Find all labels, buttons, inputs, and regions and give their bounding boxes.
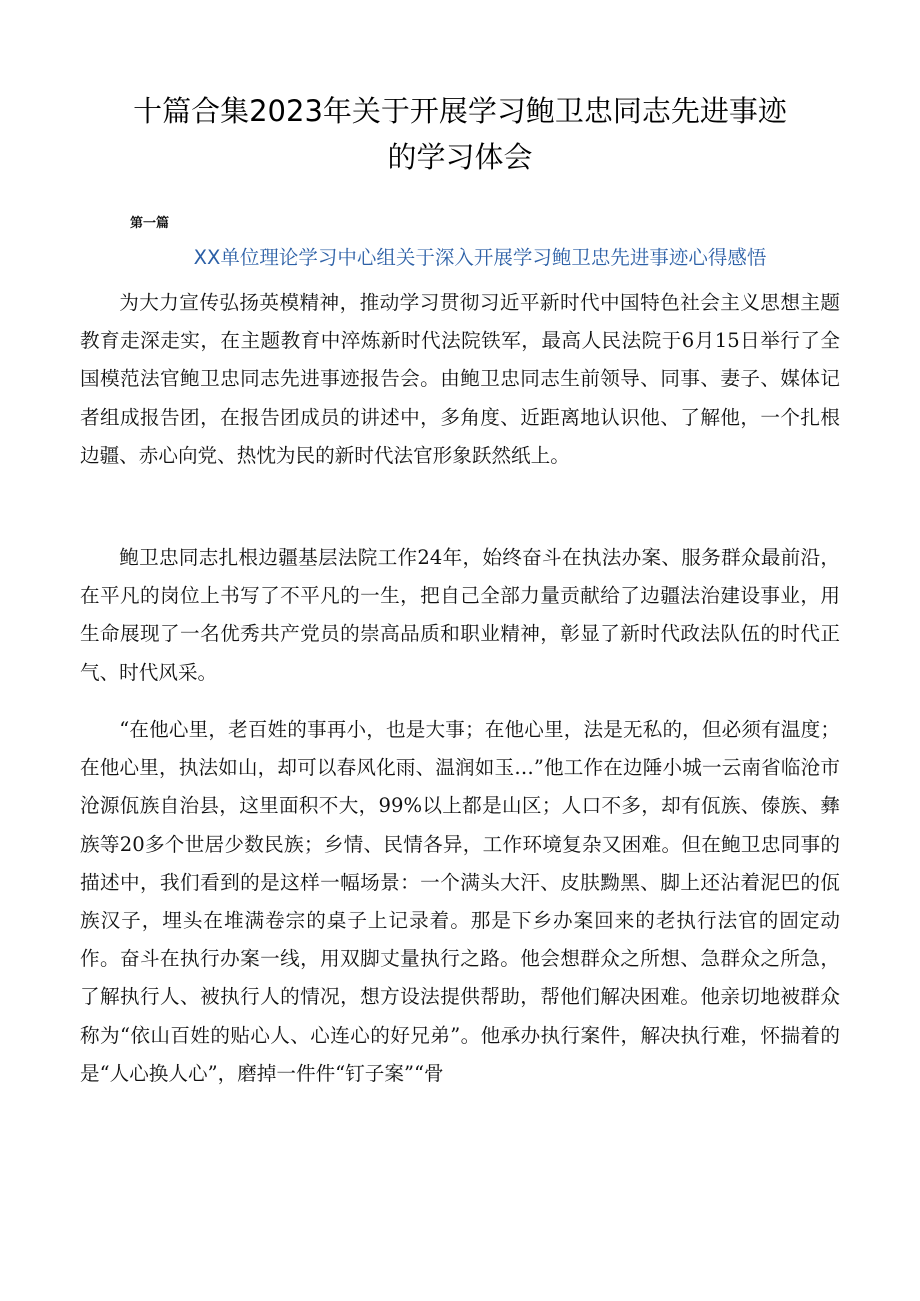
paragraph-2: 鲍卫忠同志扎根边疆基层法院工作24年，始终奋斗在执法办案、服务群众最前沿，在平凡的岗位上书写了不平凡的一生，把自己全部力量贡献给了边疆法治建设事业，用生命展现了一名优秀共产党员的崇高品质和职业精神，彰显了新时代政法队伍的时代正气、时代风采。 — [80, 546, 840, 684]
paragraph-3: “在他心里，老百姓的事再小，也是大事；在他心里，法是无私的，但必须有温度；在他心里，执法如山，却可以春风化雨、温润如玉…”他工作在边陲小城一云南省临沧市沧源佤族自治县，这里面积不大，99%以上都是山区；人口不多，却有佤族、傣族、彝族等20多个世居少数民族；乡情、民情各异，工作环境复杂又困难。但在鲍卫忠同事的描述中，我们看到的是这样一幅场景：一个满头大汗、皮肤黝黑、脚上还沾着泥巴的佤族汉子，埋头在堆满卷宗的桌子上记录着。那是下乡办案回来的老执行法官的固定动作。奋斗在执行办案一线，用双脚丈量执行之路。他会想群众之所想、急群众之所急，了解执行人、被执行人的情况，想方设法提供帮助，帮他们解决困难。他亲切地被群众称为“依山百姓的贴心人、心连心的好兄弟”。他承办执行案件，解决执行难，怀揣着的是“人心换人心”，磨掉一件件“钉子案”“骨 — [80, 718, 840, 1085]
paragraph-1: 为大力宣传弘扬英模精神，推动学习贯彻习近平新时代中国特色社会主义思想主题教育走深走实，在主题教育中淬炼新时代法院铁军，最高人民法院于6月15日举行了全国模范法官鲍卫忠同志先进事迹报告会。由鲍卫忠同志生前领导、同事、妻子、媒体记者组成报告团，在报告团成员的讲述中，多角度、近距离地认识他、了解他，一个扎根边疆、赤心向党、热忱为民的新时代法官形象跃然纸上。 — [80, 291, 840, 467]
document-title-line-1: 十篇合集2023年关于开展学习鲍卫忠同志先进事迹 — [133, 94, 787, 128]
article-subtitle: XX单位理论学习中心组关于深入开展学习鲍卫忠先进事迹心得感悟 — [193, 246, 767, 269]
document-title-line-2: 的学习体会 — [387, 140, 533, 174]
document-title — [60, 88, 860, 180]
section-label: 第一篇 — [130, 216, 170, 231]
